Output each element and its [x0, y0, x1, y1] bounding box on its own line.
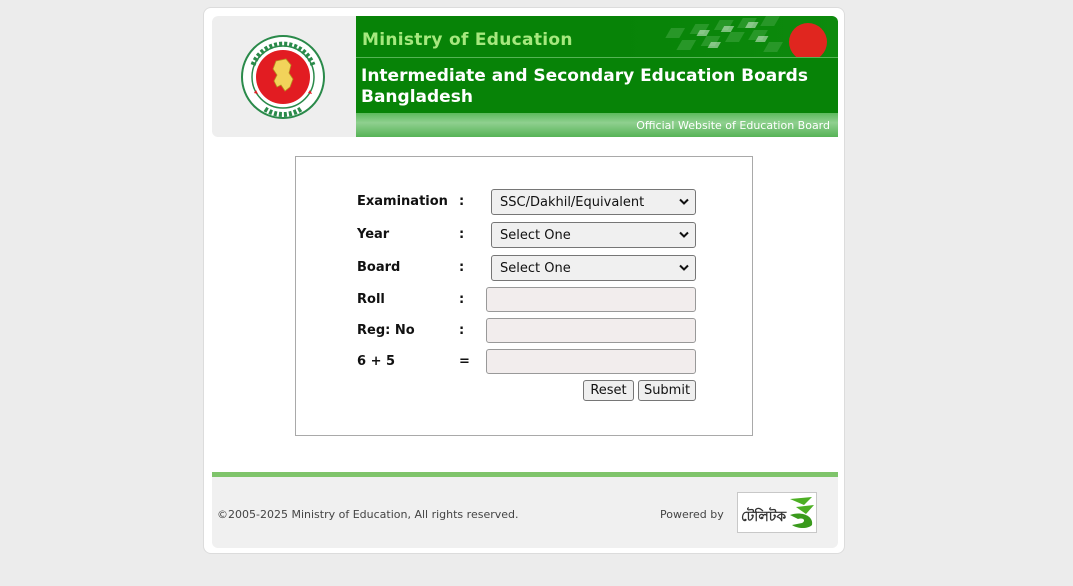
- roll-row: [357, 287, 697, 313]
- year-row: [357, 222, 697, 248]
- roll-input[interactable]: [486, 287, 696, 312]
- submit-button[interactable]: Submit: [638, 380, 696, 401]
- year-colon: :: [459, 227, 465, 242]
- roll-label: Roll: [357, 292, 385, 307]
- reset-button[interactable]: Reset: [583, 380, 634, 401]
- seal-panel: [212, 16, 356, 137]
- result-form: [295, 156, 753, 436]
- flag-pattern-decoration: [638, 16, 838, 57]
- reg-no-input[interactable]: [486, 318, 696, 343]
- board-row: [357, 255, 697, 281]
- year-select[interactable]: [491, 222, 696, 248]
- captcha-input[interactable]: [486, 349, 696, 374]
- reg-no-colon: :: [459, 323, 465, 338]
- examination-label: Examination: [357, 194, 448, 209]
- ministry-title: Ministry of Education: [362, 30, 573, 50]
- board-select-value: Select One: [500, 261, 571, 276]
- captcha-equals: =: [459, 354, 470, 369]
- chevron-down-icon: [679, 231, 689, 239]
- captcha-label: 6 + 5: [357, 354, 396, 369]
- teletalk-logo-text: টেলিটক: [741, 509, 787, 525]
- official-website-tagline: Official Website of Education Board: [636, 119, 830, 132]
- site-header: [212, 16, 838, 137]
- board-title: Intermediate and Secondary Education Boards Bangladesh: [361, 66, 808, 107]
- copyright-text: ©2005-2025 Ministry of Education, All rights reserved.: [217, 508, 519, 521]
- board-select[interactable]: [491, 255, 696, 281]
- powered-by-text: Powered by: [660, 508, 724, 521]
- examination-colon: :: [459, 194, 465, 209]
- site-footer: [212, 477, 838, 548]
- teletalk-logo-link[interactable]: [737, 492, 817, 533]
- board-banner: [356, 57, 838, 113]
- year-label: Year: [357, 227, 390, 242]
- teletalk-logo-icon: [786, 495, 816, 531]
- year-select-value: Select One: [500, 228, 571, 243]
- examination-select-value: SSC/Dakhil/Equivalent: [500, 195, 645, 210]
- reg-no-label: Reg: No: [357, 323, 415, 338]
- chevron-down-icon: [679, 264, 689, 272]
- tagline-strip: [356, 113, 838, 137]
- page-container: [203, 7, 845, 554]
- reg-no-row: [357, 318, 697, 344]
- examination-select[interactable]: [491, 189, 696, 215]
- board-label: Board: [357, 260, 401, 275]
- captcha-row: [357, 349, 697, 375]
- roll-colon: :: [459, 292, 465, 307]
- chevron-down-icon: [679, 198, 689, 206]
- examination-row: [357, 189, 697, 215]
- bangladesh-government-seal-icon: [241, 35, 325, 119]
- board-colon: :: [459, 260, 465, 275]
- ministry-banner: [356, 16, 838, 57]
